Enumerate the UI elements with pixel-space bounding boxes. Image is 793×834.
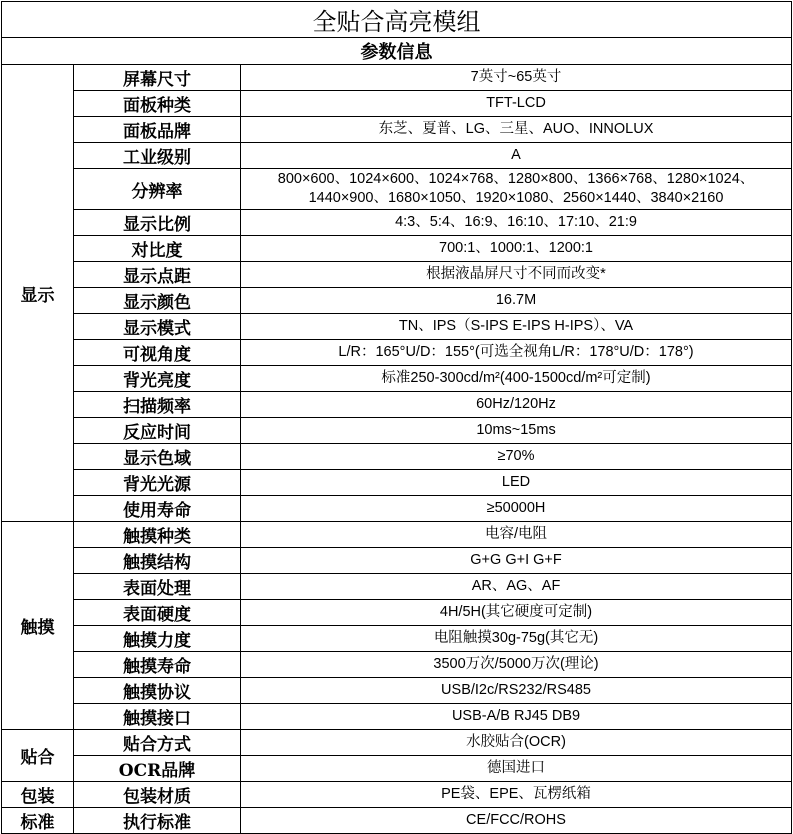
param-name: 工业级别 bbox=[74, 143, 241, 169]
category-cell: 显示 bbox=[2, 65, 74, 522]
param-name: 显示颜色 bbox=[74, 288, 241, 314]
param-value: 800×600、1024×600、1024×768、1280×800、1366×768、1280×1024、1440×900、1680×1050、1920×1080、2560×1440、3840×2160 bbox=[241, 169, 792, 210]
param-name: 显示色域 bbox=[74, 444, 241, 470]
spec-row bbox=[2, 470, 792, 496]
spec-row bbox=[2, 262, 792, 288]
spec-row bbox=[2, 808, 792, 834]
param-value: 10ms~15ms bbox=[241, 418, 792, 444]
param-name: 触摸种类 bbox=[74, 522, 241, 548]
spec-row bbox=[2, 366, 792, 392]
param-name: 分辨率 bbox=[74, 169, 241, 210]
param-value: 根据液晶屏尺寸不同而改变* bbox=[241, 262, 792, 288]
param-value: USB/I2c/RS232/RS485 bbox=[241, 678, 792, 704]
param-value: 60Hz/120Hz bbox=[241, 392, 792, 418]
param-value: LED bbox=[241, 470, 792, 496]
param-value: 德国进口 bbox=[241, 756, 792, 782]
param-name: 屏幕尺寸 bbox=[74, 65, 241, 91]
param-value: USB-A/B RJ45 DB9 bbox=[241, 704, 792, 730]
spec-row bbox=[2, 522, 792, 548]
spec-row bbox=[2, 548, 792, 574]
category-cell: 包装 bbox=[2, 782, 74, 808]
spec-table-body bbox=[2, 2, 792, 834]
param-value: ≥50000H bbox=[241, 496, 792, 522]
param-value: 电阻触摸30g-75g(其它无) bbox=[241, 626, 792, 652]
param-value: CE/FCC/ROHS bbox=[241, 808, 792, 834]
param-value: A bbox=[241, 143, 792, 169]
param-name: 面板种类 bbox=[74, 91, 241, 117]
param-name: 显示点距 bbox=[74, 262, 241, 288]
param-name: 对比度 bbox=[74, 236, 241, 262]
spec-row bbox=[2, 444, 792, 470]
param-value: L/R：165°U/D：155°(可选全视角L/R：178°U/D：178°) bbox=[241, 340, 792, 366]
param-value: TN、IPS（S-IPS E-IPS H-IPS）、VA bbox=[241, 314, 792, 340]
param-value: 4:3、5:4、16:9、16:10、17:10、21:9 bbox=[241, 210, 792, 236]
spec-row bbox=[2, 91, 792, 117]
spec-row bbox=[2, 652, 792, 678]
category-cell: 标准 bbox=[2, 808, 74, 834]
spec-row bbox=[2, 574, 792, 600]
spec-row bbox=[2, 626, 792, 652]
spec-row bbox=[2, 117, 792, 143]
spec-row bbox=[2, 704, 792, 730]
param-value: 700:1、1000:1、1200:1 bbox=[241, 236, 792, 262]
param-name: 使用寿命 bbox=[74, 496, 241, 522]
param-value: TFT-LCD bbox=[241, 91, 792, 117]
spec-table bbox=[1, 1, 792, 834]
spec-row bbox=[2, 236, 792, 262]
spec-row bbox=[2, 314, 792, 340]
param-name: 扫描频率 bbox=[74, 392, 241, 418]
param-name: 触摸寿命 bbox=[74, 652, 241, 678]
spec-row bbox=[2, 65, 792, 91]
category-cell: 贴合 bbox=[2, 730, 74, 782]
param-name: 表面处理 bbox=[74, 574, 241, 600]
subtitle-row bbox=[2, 38, 792, 65]
param-value: 4H/5H(其它硬度可定制) bbox=[241, 600, 792, 626]
param-name: OCR品牌 bbox=[74, 756, 241, 782]
param-name: 背光光源 bbox=[74, 470, 241, 496]
param-name: 触摸接口 bbox=[74, 704, 241, 730]
param-name: 包装材质 bbox=[74, 782, 241, 808]
spec-row bbox=[2, 496, 792, 522]
param-value: 7英寸~65英寸 bbox=[241, 65, 792, 91]
param-name: 触摸结构 bbox=[74, 548, 241, 574]
param-name: 表面硬度 bbox=[74, 600, 241, 626]
spec-row bbox=[2, 169, 792, 210]
param-name: 执行标准 bbox=[74, 808, 241, 834]
table-subtitle: 参数信息 bbox=[2, 38, 792, 65]
spec-row bbox=[2, 418, 792, 444]
param-value: G+G G+I G+F bbox=[241, 548, 792, 574]
param-name: 显示模式 bbox=[74, 314, 241, 340]
category-cell: 触摸 bbox=[2, 522, 74, 730]
spec-row bbox=[2, 288, 792, 314]
spec-row bbox=[2, 782, 792, 808]
title-row bbox=[2, 2, 792, 38]
param-value: 水胶贴合(OCR) bbox=[241, 730, 792, 756]
param-value: 标准250-300cd/m²(400-1500cd/m²可定制) bbox=[241, 366, 792, 392]
spec-row bbox=[2, 210, 792, 236]
param-value: 3500万次/5000万次(理论) bbox=[241, 652, 792, 678]
param-name: 背光亮度 bbox=[74, 366, 241, 392]
param-name: 反应时间 bbox=[74, 418, 241, 444]
table-title: 全贴合高亮模组 bbox=[2, 2, 792, 38]
param-value: 16.7M bbox=[241, 288, 792, 314]
param-value: 东芝、夏普、LG、三星、AUO、INNOLUX bbox=[241, 117, 792, 143]
spec-row bbox=[2, 340, 792, 366]
param-name: 面板品牌 bbox=[74, 117, 241, 143]
param-value: ≥70% bbox=[241, 444, 792, 470]
param-name: 显示比例 bbox=[74, 210, 241, 236]
param-value: PE袋、EPE、瓦楞纸箱 bbox=[241, 782, 792, 808]
spec-row bbox=[2, 392, 792, 418]
param-name: 贴合方式 bbox=[74, 730, 241, 756]
param-value: 电容/电阻 bbox=[241, 522, 792, 548]
spec-row bbox=[2, 730, 792, 756]
spec-row bbox=[2, 143, 792, 169]
spec-row bbox=[2, 756, 792, 782]
spec-row bbox=[2, 600, 792, 626]
param-name: 可视角度 bbox=[74, 340, 241, 366]
param-name: 触摸协议 bbox=[74, 678, 241, 704]
param-value: AR、AG、AF bbox=[241, 574, 792, 600]
param-name: 触摸力度 bbox=[74, 626, 241, 652]
spec-row bbox=[2, 678, 792, 704]
